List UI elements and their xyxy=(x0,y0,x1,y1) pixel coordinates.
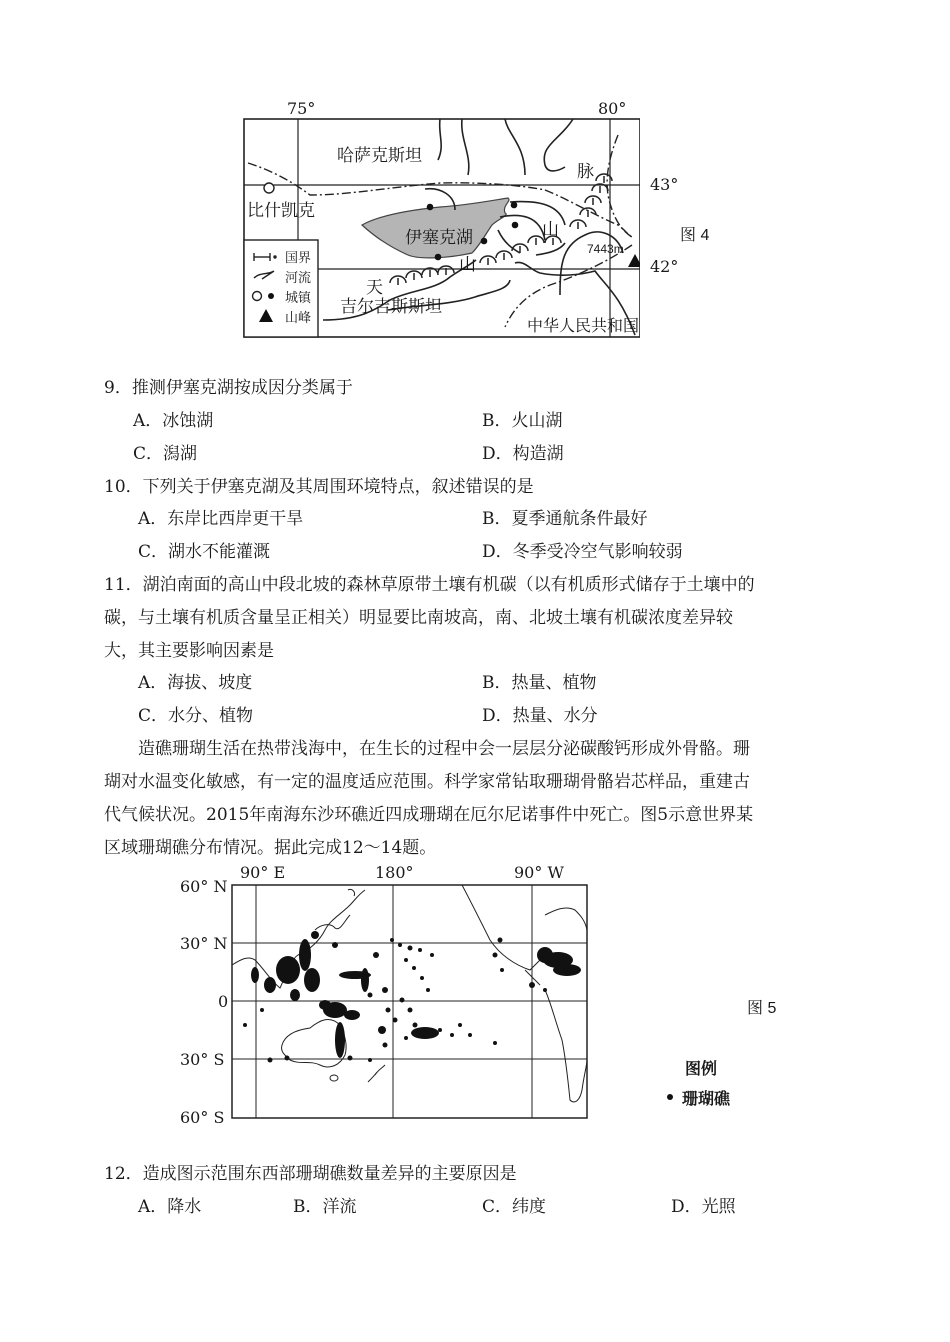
q12-option-d[interactable]: D．光照 xyxy=(671,1197,736,1217)
label-kazakhstan: 哈萨克斯坦 xyxy=(337,146,422,166)
label-bishkek: 比什凯克 xyxy=(247,201,315,221)
q11-option-b[interactable]: B．热量、植物 xyxy=(482,673,597,693)
question-11-stem-line-2: 碳，与土壤有机质含量呈正相关）明显要比南坡高，南、北坡土壤有机碳浓度差异较 xyxy=(104,608,733,628)
label-peak-height: 7443m xyxy=(587,242,624,256)
question-12-stem: 12．造成图示范围东西部珊瑚礁数量差异的主要原因是 xyxy=(104,1164,517,1184)
legend-coral-reef-label: 珊瑚礁 xyxy=(682,1089,731,1108)
q9-option-b[interactable]: B．火山湖 xyxy=(482,411,563,431)
figure-5-caption: 图 5 xyxy=(747,1000,777,1017)
figure-4-caption: 图 4 xyxy=(680,227,710,244)
q9-option-a[interactable]: A．冰蚀湖 xyxy=(133,411,214,431)
passage-line-3: 代气候状况。2015年南海东沙环礁近四成珊瑚在厄尔尼诺事件中死亡。图5示意世界某 xyxy=(104,805,754,825)
lat-label-30n: 30° N xyxy=(180,934,228,953)
label-mai: 脉 xyxy=(577,162,594,182)
q9-option-c[interactable]: C．潟湖 xyxy=(133,444,198,464)
lat-label-60n: 60° N xyxy=(180,877,228,896)
lat-label-30s: 30° S xyxy=(180,1050,225,1069)
lon-label-80: 80° xyxy=(598,99,627,118)
q12-option-c[interactable]: C．纬度 xyxy=(482,1197,547,1217)
lon-label-75: 75° xyxy=(287,99,316,118)
label-kyrgyzstan: 吉尔吉斯斯坦 xyxy=(340,297,442,317)
coral-reef-legend-icon xyxy=(667,1094,673,1100)
lat-label-0: 0 xyxy=(218,992,229,1011)
question-10-stem: 10．下列关于伊塞克湖及其周围环境特点，叙述错误的是 xyxy=(104,477,534,497)
q10-option-d[interactable]: D．冬季受冷空气影响较弱 xyxy=(482,542,683,562)
q9-option-d[interactable]: D．构造湖 xyxy=(482,444,564,464)
question-9-stem: 9．推测伊塞克湖按成因分类属于 xyxy=(104,378,353,398)
passage-line-4: 区域珊瑚礁分布情况。据此完成12～14题。 xyxy=(104,838,437,858)
q10-option-a[interactable]: A．东岸比西岸更干旱 xyxy=(138,509,304,529)
q11-option-c[interactable]: C．水分、植物 xyxy=(138,706,254,726)
question-11-stem-line-3: 大，其主要影响因素是 xyxy=(104,641,274,661)
coral-reef-map-svg xyxy=(170,860,650,1130)
label-shan-1: 山 xyxy=(459,255,476,275)
figure-4-map xyxy=(240,95,679,345)
lat-label-42: 42° xyxy=(650,257,679,276)
q10-option-c[interactable]: C．湖水不能灌溉 xyxy=(138,542,271,562)
label-issyk-kul-lake: 伊塞克湖 xyxy=(405,228,473,248)
label-china: 中华人民共和国 xyxy=(527,316,640,335)
legend-title: 图例 xyxy=(685,1059,718,1078)
q11-option-a[interactable]: A．海拔、坡度 xyxy=(138,673,253,693)
bishkek-city-icon xyxy=(264,183,274,193)
lat-label-43: 43° xyxy=(650,175,679,194)
legend-border-label: 国界 xyxy=(285,251,312,266)
passage-line-2: 瑚对水温变化敏感，有一定的温度适应范围。科学家常钻取珊瑚骨骼岩芯样品，重建古 xyxy=(104,772,750,792)
legend-river-label: 河流 xyxy=(285,271,312,286)
q12-option-b[interactable]: B．洋流 xyxy=(293,1197,357,1217)
passage-line-1: 造礁珊瑚生活在热带浅海中，在生长的过程中会一层层分泌碳酸钙形成外骨骼。珊 xyxy=(138,739,750,759)
label-shan-2: 山 xyxy=(542,220,559,240)
lon-label-180: 180° xyxy=(375,863,414,882)
legend-peak-label: 山峰 xyxy=(285,311,312,326)
label-tian: 天 xyxy=(366,278,383,298)
lon-label-90e: 90° E xyxy=(240,863,286,882)
q11-option-d[interactable]: D．热量、水分 xyxy=(482,706,598,726)
q10-option-b[interactable]: B．夏季通航条件最好 xyxy=(482,509,648,529)
lon-label-90w: 90° W xyxy=(514,863,564,882)
lat-label-60s: 60° S xyxy=(180,1108,225,1127)
legend-town-label: 城镇 xyxy=(285,291,312,306)
question-11-stem-line-1: 11．湖泊南面的高山中段北坡的森林草原带土壤有机碳（以有机质形式储存于土壤中的 xyxy=(104,575,755,595)
q12-option-a[interactable]: A．降水 xyxy=(138,1197,202,1217)
figure-5-map xyxy=(170,860,650,1130)
